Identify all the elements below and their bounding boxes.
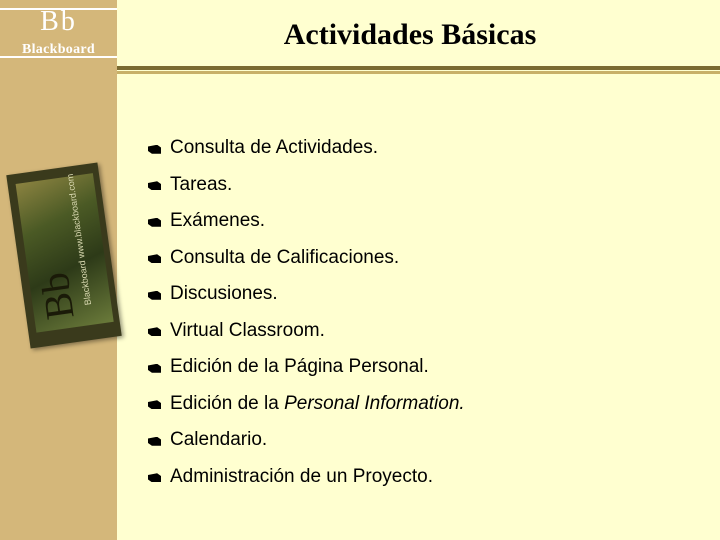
list-item-italic: Personal Information.	[284, 392, 465, 414]
logo-mark: Bb	[40, 6, 77, 37]
list-item	[148, 276, 465, 313]
list-item	[148, 422, 465, 459]
list-item	[148, 349, 465, 386]
list-item	[148, 386, 465, 423]
card-mark: Bb	[31, 269, 83, 323]
logo-bottom-line	[0, 56, 117, 58]
list-item-text: Administración de un Proyecto.	[170, 465, 433, 487]
list-item-text: Virtual Classroom.	[170, 319, 325, 341]
list-item	[148, 313, 465, 350]
bullet-icon	[148, 145, 161, 154]
list-item-text: Consulta de Actividades.	[170, 137, 379, 159]
list-item-text: Exámenes.	[170, 210, 266, 232]
card-caption: Blackboard www.blackboard.com	[64, 173, 94, 306]
list-item-text: Calendario.	[170, 429, 268, 451]
logo-wordmark: Blackboard	[21, 42, 95, 56]
list-item-text	[170, 393, 465, 415]
bullet-icon	[148, 437, 161, 446]
title-rule	[117, 66, 720, 70]
bullet-icon	[148, 254, 161, 263]
bullet-icon	[148, 364, 161, 373]
bullet-icon	[148, 291, 161, 300]
page-title: Actividades Básicas	[283, 18, 537, 51]
blackboard-card-image	[6, 162, 121, 348]
list-item	[148, 459, 465, 496]
list-item	[148, 203, 465, 240]
bullet-icon	[148, 327, 161, 336]
bullet-icon	[148, 181, 161, 190]
title-rule-light	[117, 71, 720, 74]
list-item-text: Tareas.	[170, 173, 233, 195]
bullet-icon	[148, 218, 161, 227]
bullet-icon	[148, 473, 161, 482]
list-item	[148, 130, 465, 167]
bullet-icon	[148, 400, 161, 409]
list-item-text: Edición de la Página Personal.	[170, 356, 429, 378]
list-item	[148, 167, 465, 204]
list-item-text: Consulta de Calificaciones.	[170, 246, 400, 268]
list-item-text: Discusiones.	[170, 283, 278, 305]
sidebar	[0, 0, 117, 540]
list-item-prefix: Edición de la	[170, 392, 285, 414]
activity-list	[148, 130, 465, 495]
list-item	[148, 240, 465, 277]
